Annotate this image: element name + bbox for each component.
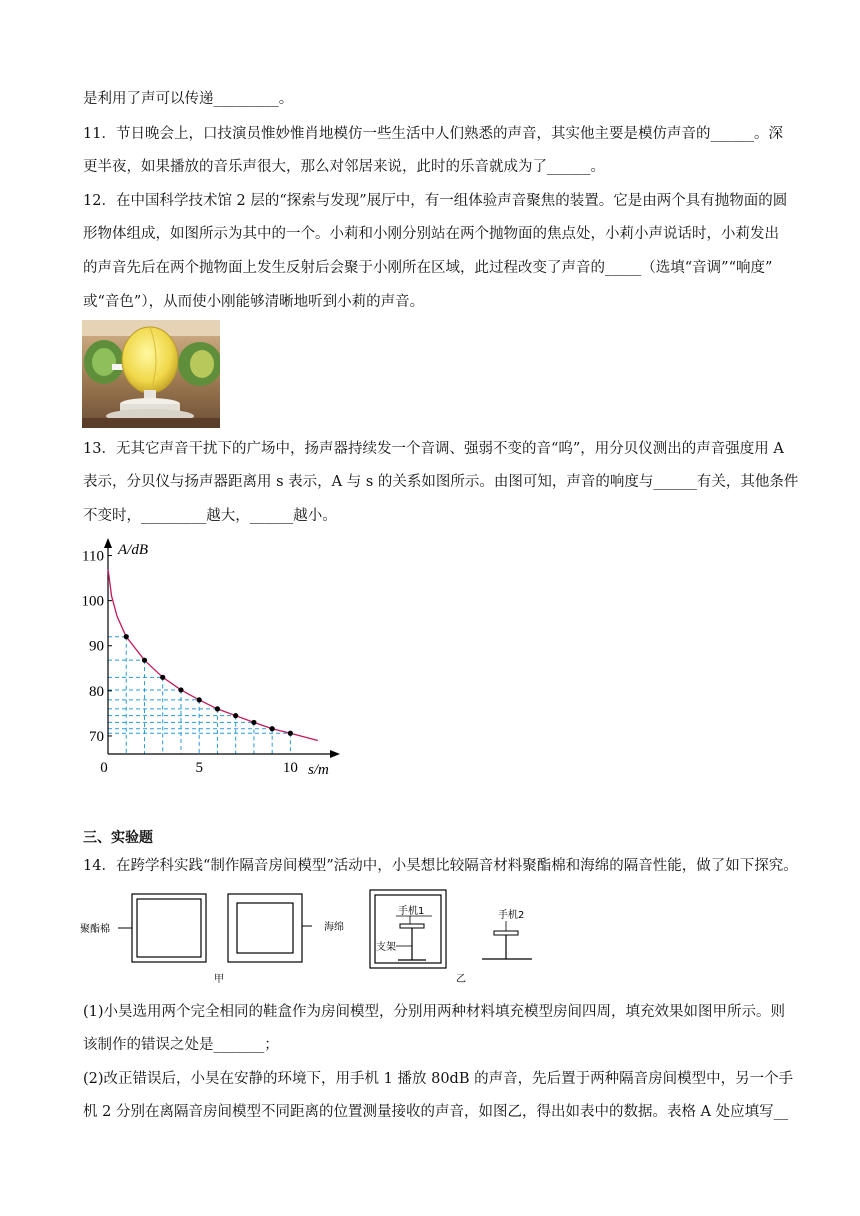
y-axis-arrow <box>104 538 112 548</box>
q14-part1-line-1: (1)小昊选用两个完全相同的鞋盒作为房间模型，分别用两种材料填充模型房间四周，填充效果如图甲所示。则 <box>83 1004 786 1020</box>
dashed-guides <box>108 637 290 754</box>
q14-part2-line-2: 机 2 分别在离隔音房间模型不同距离的位置测量接收的声音，如图乙，得出如表中的数据。表格 A 处应填写__ <box>83 1104 789 1120</box>
box-with-phone-outer <box>370 890 446 968</box>
x-tick-label: 5 <box>195 760 203 776</box>
x-axis-arrow <box>330 750 340 758</box>
section-title: 三、实验题 <box>83 830 153 846</box>
y-axis-label: A/dB <box>118 542 148 558</box>
y-tick-label: 90 <box>89 638 104 655</box>
x-axis-label: s/m <box>308 762 329 778</box>
q14-line-1: 14．在跨学科实践“制作隔音房间模型”活动中，小昊想比较隔音材料聚酯棉和海绵的隔音性能，做了如下探究。 <box>83 858 798 874</box>
data-point <box>233 713 238 718</box>
data-point <box>160 675 165 680</box>
data-point <box>215 706 220 711</box>
q11-line-1: 11．节日晚会上，口技演员惟妙惟肖地模仿一些生活中人们熟悉的声音，其实他主要是模仿声音的______。深 <box>83 126 783 142</box>
data-point <box>197 697 202 702</box>
data-point <box>142 658 147 663</box>
data-point <box>288 731 293 736</box>
data-point <box>124 634 129 639</box>
box-polyester-inner <box>137 899 201 957</box>
x-tick-label: 0 <box>100 760 108 776</box>
label-stand: 支架 <box>376 942 396 953</box>
x-tick-label: 10 <box>282 760 298 776</box>
q11-line-2: 更半夜，如果播放的音乐声很大，那么对邻居来说，此时的乐音就成为了______。 <box>83 159 605 175</box>
q14-part2-line-1: (2)改正错误后，小昊在安静的环境下，用手机 1 播放 80dB 的声音，先后置于两种隔音房间模型中，另一个手 <box>83 1071 794 1087</box>
data-point <box>270 726 275 731</box>
y-tick-label: 80 <box>89 683 104 700</box>
q13-line-1: 13．无其它声音干扰下的广场中，扬声器持续发一个音调、强弱不变的音“呜”，用分贝仪测出的声音强度用 A <box>83 441 784 457</box>
label-sponge: 海绵 <box>324 922 344 933</box>
label-jia: 甲 <box>214 974 224 985</box>
q12-line-4: 或“音色”），从而使小刚能够清晰地听到小莉的声音。 <box>83 294 425 310</box>
q13-line-2: 表示，分贝仪与扬声器距离用 s 表示，A 与 s 的关系如图所示。由图可知，声音的响度与______有关，其他条件 <box>83 474 799 490</box>
q12-line-2: 形物体组成，如图所示为其中的一个。小莉和小刚分别站在两个抛物面的焦点处，小莉小声说话时，小莉发出 <box>83 226 779 242</box>
box-sponge-inner <box>237 903 293 953</box>
y-tick-label: 110 <box>82 548 104 565</box>
figure-jia-yi <box>80 888 550 992</box>
q13-line-3: 不变时，_________越大，______越小。 <box>83 508 337 524</box>
q10-tail-line: 是利用了声可以传递_________。 <box>83 91 294 107</box>
sound-intensity-chart <box>78 536 348 790</box>
y-tick-label: 70 <box>89 728 104 745</box>
y-tick-label: 100 <box>81 593 104 610</box>
data-point <box>251 720 256 725</box>
label-yi: 乙 <box>456 974 466 985</box>
label-phone1: 手机1 <box>398 906 425 917</box>
q12-line-1: 12．在中国科学技术馆 2 层的“探索与发现”展厅中，有一组体验声音聚焦的装置。它是由两个具有抛物面的圆 <box>83 193 788 209</box>
q12-line-3: 的声音先后在两个抛物面上发生反射后会聚于小刚所在区域，此过程改变了声音的_____（选填“音调”“响度” <box>83 260 773 276</box>
exhibit-photo <box>82 320 220 428</box>
data-point <box>178 687 183 692</box>
label-phone2: 手机2 <box>498 910 525 921</box>
label-polyester: 聚酯棉 <box>80 924 110 935</box>
box-polyester-outer <box>132 894 206 962</box>
q14-part1-line-2: 该制作的错误之处是_______； <box>83 1037 279 1053</box>
fit-curve <box>108 569 318 740</box>
box-sponge-outer <box>228 894 302 962</box>
